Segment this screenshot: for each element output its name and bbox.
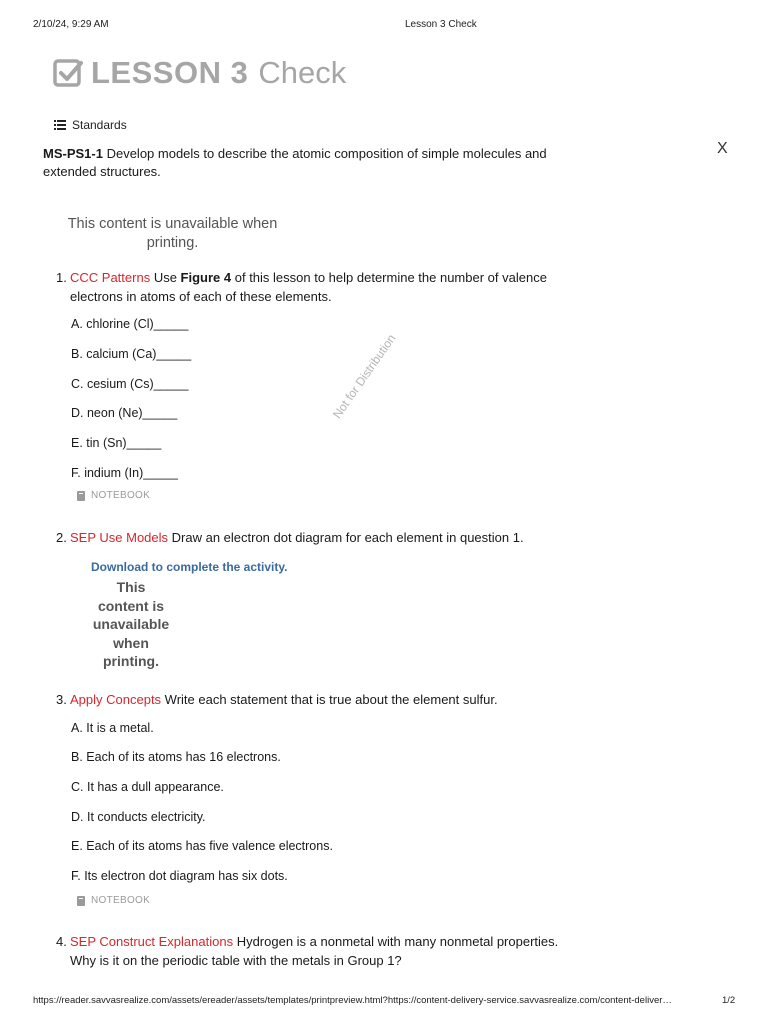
question-text: of this lesson to help determine the number of valence (231, 270, 547, 285)
standard-description (43, 145, 603, 181)
unavailable-line: printing. (146, 235, 199, 251)
lesson-check-word: Check (258, 55, 347, 90)
unavailable-line: This content is unavailable when (67, 216, 278, 232)
lesson-title (53, 52, 346, 94)
notebook-link[interactable] (77, 490, 150, 501)
unavailable-line: This (116, 579, 146, 595)
lesson-number: LESSON 3 (91, 55, 249, 90)
standard-text-line1: Develop models to describe the atomic composition of simple molecules and (102, 146, 547, 161)
question-4 (56, 932, 656, 970)
watermark: Not for Distribution (330, 331, 399, 422)
print-datetime: 2/10/24, 9:29 AM (33, 19, 109, 30)
notebook-label: NOTEBOOK (91, 895, 151, 906)
question-text-line2: electrons in atoms of each of these elements. (70, 289, 332, 304)
answer-item: B. Each of its atoms has 16 electrons. (71, 750, 281, 764)
checkbox-icon (53, 58, 83, 88)
question-3 (56, 690, 656, 709)
figure-reference: Figure 4 (180, 270, 232, 285)
print-page-title: Lesson 3 Check (405, 19, 477, 30)
answer-item: C. It has a dull appearance. (71, 780, 224, 794)
question-number: 3. (56, 692, 67, 707)
standards-label: Standards (72, 118, 127, 132)
close-button[interactable]: X (717, 140, 728, 157)
answer-item: B. calcium (Ca)_____ (71, 347, 192, 361)
answer-item: A. chlorine (Cl)_____ (71, 317, 189, 331)
unavailable-content-notice (55, 215, 290, 253)
answer-item: D. neon (Ne)_____ (71, 406, 178, 420)
unavailable-line: when (113, 634, 149, 651)
print-url: https://reader.savvasrealize.com/assets/ereader/assets/templates/printpreview.html?https://content-delivery-service.savvasrealize.com/content-deliver… (33, 995, 672, 1006)
answer-item: E. Each of its atoms has five valence electrons. (71, 839, 333, 853)
question-2 (56, 528, 656, 547)
question-tag: CCC Patterns (70, 270, 151, 285)
unavailable-line: content is (97, 597, 165, 614)
download-activity-link[interactable]: Download to complete the activity. (91, 560, 288, 574)
unavailable-line: unavailable (92, 616, 170, 632)
answer-item: C. cesium (Cs)_____ (71, 377, 189, 391)
question-tag: Apply Concepts (70, 692, 162, 707)
unavailable-content-notice (86, 578, 176, 671)
notebook-label: NOTEBOOK (91, 490, 151, 501)
notebook-link[interactable] (77, 895, 150, 906)
standard-code: MS-PS1-1 (43, 146, 103, 161)
question-1 (56, 268, 616, 306)
question-number: 4. (56, 934, 67, 949)
notebook-icon (77, 491, 85, 501)
answer-item: F. indium (In)_____ (71, 466, 179, 480)
answer-item: D. It conducts electricity. (71, 810, 206, 824)
notebook-icon (77, 896, 85, 906)
question-number: 2. (56, 530, 67, 545)
question-number: 1. (56, 270, 67, 285)
unavailable-line: printing. (103, 653, 159, 669)
question-text: Draw an electron dot diagram for each element in question 1. (168, 530, 524, 545)
answer-item: E. tin (Sn)_____ (71, 436, 162, 450)
question-tag: SEP Construct Explanations (70, 934, 234, 949)
standard-text-line2: extended structures. (43, 164, 161, 179)
question-text: Write each statement that is true about the element sulfur. (161, 692, 498, 707)
print-page-number: 1/2 (722, 995, 736, 1006)
list-icon (54, 120, 66, 130)
standards-toggle[interactable] (54, 118, 127, 132)
answer-item: F. Its electron dot diagram has six dots. (71, 869, 288, 883)
answer-item: A. It is a metal. (71, 721, 154, 735)
question-text: Hydrogen is a nonmetal with many nonmetal properties. (233, 934, 559, 949)
question-text-line2: Why is it on the periodic table with the metals in Group 1? (70, 953, 402, 968)
question-text: Use (150, 270, 181, 285)
question-tag: SEP Use Models (70, 530, 169, 545)
